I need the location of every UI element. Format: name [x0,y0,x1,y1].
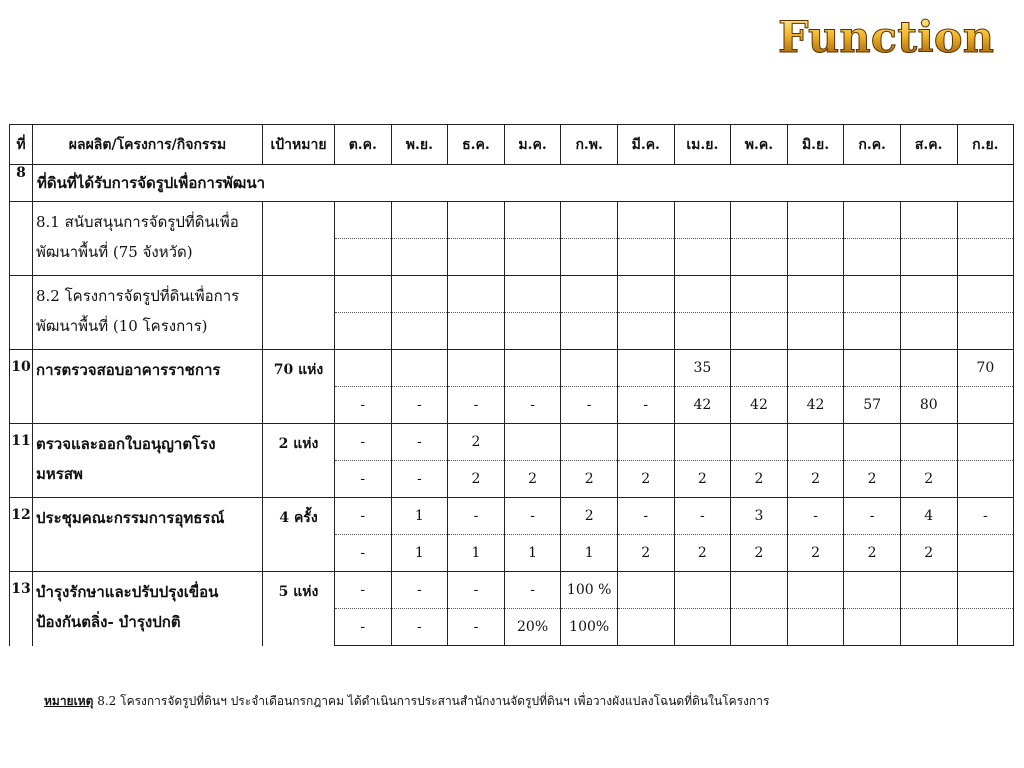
actual-cell: 2 [900,461,957,498]
plan-row [10,424,1014,461]
actual-cell [900,609,957,646]
plan-cell [561,276,618,313]
plan-cell [617,276,674,313]
actual-cell [335,313,392,350]
item-number: 12 [10,498,33,572]
section-row [10,165,1014,202]
plan-cell: - [957,498,1014,535]
item-name: การตรวจสอบอาคารราชการ [33,350,263,424]
plan-cell [391,276,448,313]
actual-cell: 42 [787,387,844,424]
actual-cell: 2 [674,535,731,572]
plan-cell [504,424,561,461]
actual-cell: 57 [844,387,901,424]
plan-cell [504,276,561,313]
plan-cell [900,350,957,387]
plan-cell [448,350,505,387]
column-header: ส.ค. [900,125,957,165]
plan-cell [957,572,1014,609]
plan-cell [335,350,392,387]
column-header: ผลผลิต/โครงการ/กิจกรรม [33,125,263,165]
actual-cell [957,313,1014,350]
plan-cell: - [844,498,901,535]
plan-cell [561,202,618,239]
plan-cell: 3 [731,498,788,535]
actual-cell: 2 [617,535,674,572]
plan-cell [731,350,788,387]
plan-cell [617,424,674,461]
actual-cell: - [335,461,392,498]
plan-cell [504,350,561,387]
actual-cell [957,239,1014,276]
actual-cell [731,609,788,646]
item-target: 70 แห่ง [263,350,335,424]
actual-cell: 2 [787,535,844,572]
actual-cell: 100% [561,609,618,646]
actual-cell [674,609,731,646]
plan-cell [731,572,788,609]
actual-cell: - [617,387,674,424]
item-name: ตรวจและออกใบอนุญาตโรงมหรสพ [33,424,263,498]
actual-cell [617,239,674,276]
actual-cell [561,313,618,350]
item-target: 2 แห่ง [263,424,335,498]
table-body [10,165,1014,646]
actual-cell: 80 [900,387,957,424]
actual-cell [674,313,731,350]
item-name: บำรุงรักษาและปรับปรุงเขื่อนป้องกันตลิ่ง- บำรุงปกติ [33,572,263,646]
plan-cell [957,424,1014,461]
item-name: 8.2 โครงการจัดรูปที่ดินเพื่อการพัฒนาพื้นที่ (10 โครงการ) [33,276,263,350]
actual-cell [617,609,674,646]
item-number [10,276,33,350]
plan-cell: - [448,498,505,535]
plan-cell [504,202,561,239]
actual-cell: - [504,387,561,424]
item-name: 8.1 สนับสนุนการจัดรูปที่ดินเพื่อพัฒนาพื้นที่ (75 จังหวัด) [33,202,263,276]
actual-cell [731,313,788,350]
plan-row [10,350,1014,387]
section-title: ที่ดินที่ได้รับการจัดรูปเพื่อการพัฒนา [33,165,1014,202]
plan-cell: - [504,572,561,609]
actual-cell [844,609,901,646]
plan-cell [335,202,392,239]
column-header: ต.ค. [335,125,392,165]
actual-cell: - [448,387,505,424]
actual-cell [957,535,1014,572]
item-name: ประชุมคณะกรรมการอุทธรณ์ [33,498,263,572]
column-header: พ.ค. [731,125,788,165]
plan-row [10,572,1014,609]
actual-cell: - [561,387,618,424]
section-number: 8 [10,165,33,202]
item-number: 11 [10,424,33,498]
plan-cell [561,350,618,387]
plan-cell [787,424,844,461]
function-logo [776,12,998,62]
actual-cell: 2 [900,535,957,572]
item-target [263,202,335,276]
plan-cell: 100 % [561,572,618,609]
actual-cell [335,239,392,276]
actual-cell: - [391,387,448,424]
header-row [10,125,1014,165]
actual-cell [900,239,957,276]
item-target: 5 แห่ง [263,572,335,646]
plan-cell [900,572,957,609]
plan-cell [900,424,957,461]
actual-cell: 1 [561,535,618,572]
plan-cell: 2 [561,498,618,535]
plan-cell [731,424,788,461]
actual-cell [561,239,618,276]
actual-cell: 1 [448,535,505,572]
plan-cell: - [335,572,392,609]
actual-cell [844,239,901,276]
actual-cell: - [335,387,392,424]
actual-cell [787,239,844,276]
plan-cell [674,424,731,461]
actual-cell [504,313,561,350]
actual-cell: 1 [391,535,448,572]
plan-cell [787,276,844,313]
actual-cell: 2 [617,461,674,498]
actual-cell: - [335,609,392,646]
actual-cell [787,313,844,350]
actual-cell: - [448,609,505,646]
column-header: มี.ค. [617,125,674,165]
actual-cell: 2 [787,461,844,498]
plan-row [10,498,1014,535]
column-header: เม.ย. [674,125,731,165]
actual-cell [617,313,674,350]
actual-cell [844,313,901,350]
actual-cell: 42 [731,387,788,424]
plan-cell [787,572,844,609]
plan-cell [335,276,392,313]
actual-cell [900,313,957,350]
plan-cell [561,424,618,461]
column-header: ธ.ค. [448,125,505,165]
plan-cell [844,424,901,461]
item-target [263,276,335,350]
plan-cell: - [674,498,731,535]
column-header: ก.ค. [844,125,901,165]
actual-cell: - [391,461,448,498]
plan-cell: 4 [900,498,957,535]
actual-cell [448,313,505,350]
actual-cell [448,239,505,276]
actual-cell: 42 [674,387,731,424]
actual-cell: 2 [448,461,505,498]
plan-cell [617,202,674,239]
actual-cell [787,609,844,646]
plan-cell [448,276,505,313]
actual-cell: 2 [844,461,901,498]
plan-cell [448,202,505,239]
plan-cell [844,350,901,387]
plan-cell: - [391,572,448,609]
footnote-text: 8.2 โครงการจัดรูปที่ดินฯ ประจำเดือนกรกฎาคม ได้ดำเนินการประสานสำนักงานจัดรูปที่ดินฯ เพื่อวางผังแปลงโฉนดที่ดินในโครงการ [93,694,770,708]
actual-cell: 20% [504,609,561,646]
plan-cell [787,202,844,239]
plan-cell: - [617,498,674,535]
column-header: ม.ค. [504,125,561,165]
plan-cell [731,276,788,313]
plan-cell: - [448,572,505,609]
column-header: ก.พ. [561,125,618,165]
plan-cell [900,276,957,313]
plan-cell: - [391,424,448,461]
plan-cell [674,572,731,609]
actual-cell [957,609,1014,646]
plan-cell [900,202,957,239]
monthly-progress-table [9,124,1014,646]
plan-cell [731,202,788,239]
actual-cell: - [335,535,392,572]
actual-cell: 2 [561,461,618,498]
plan-cell [957,276,1014,313]
column-header: เป้าหมาย [263,125,335,165]
actual-cell: 2 [731,461,788,498]
plan-row [10,276,1014,313]
plan-cell [957,202,1014,239]
plan-cell: - [504,498,561,535]
plan-cell: - [787,498,844,535]
item-target: 4 ครั้ง [263,498,335,572]
column-header: ก.ย. [957,125,1014,165]
plan-cell: 35 [674,350,731,387]
actual-cell [957,387,1014,424]
item-number [10,202,33,276]
actual-cell [504,239,561,276]
actual-cell: 2 [844,535,901,572]
plan-cell: 2 [448,424,505,461]
column-header: ที่ [10,125,33,165]
actual-cell: 2 [504,461,561,498]
plan-cell [674,202,731,239]
item-number: 13 [10,572,33,646]
plan-cell [391,202,448,239]
plan-row [10,202,1014,239]
actual-cell: 2 [731,535,788,572]
plan-cell [617,572,674,609]
column-header: มิ.ย. [787,125,844,165]
plan-cell [844,276,901,313]
plan-cell: - [335,424,392,461]
plan-cell [844,572,901,609]
actual-cell [957,461,1014,498]
column-header: พ.ย. [391,125,448,165]
plan-cell: 70 [957,350,1014,387]
actual-cell: - [391,609,448,646]
plan-cell: 1 [391,498,448,535]
plan-cell [787,350,844,387]
plan-cell [844,202,901,239]
logo-text: Function [778,13,994,62]
plan-cell [391,350,448,387]
actual-cell: 2 [674,461,731,498]
footnote-label: หมายเหตุ [44,694,94,708]
actual-cell [391,239,448,276]
actual-cell [391,313,448,350]
plan-cell [674,276,731,313]
actual-cell [674,239,731,276]
actual-cell [731,239,788,276]
plan-cell [617,350,674,387]
plan-cell: - [335,498,392,535]
actual-cell: 1 [504,535,561,572]
footnote [44,692,769,711]
item-number: 10 [10,350,33,424]
